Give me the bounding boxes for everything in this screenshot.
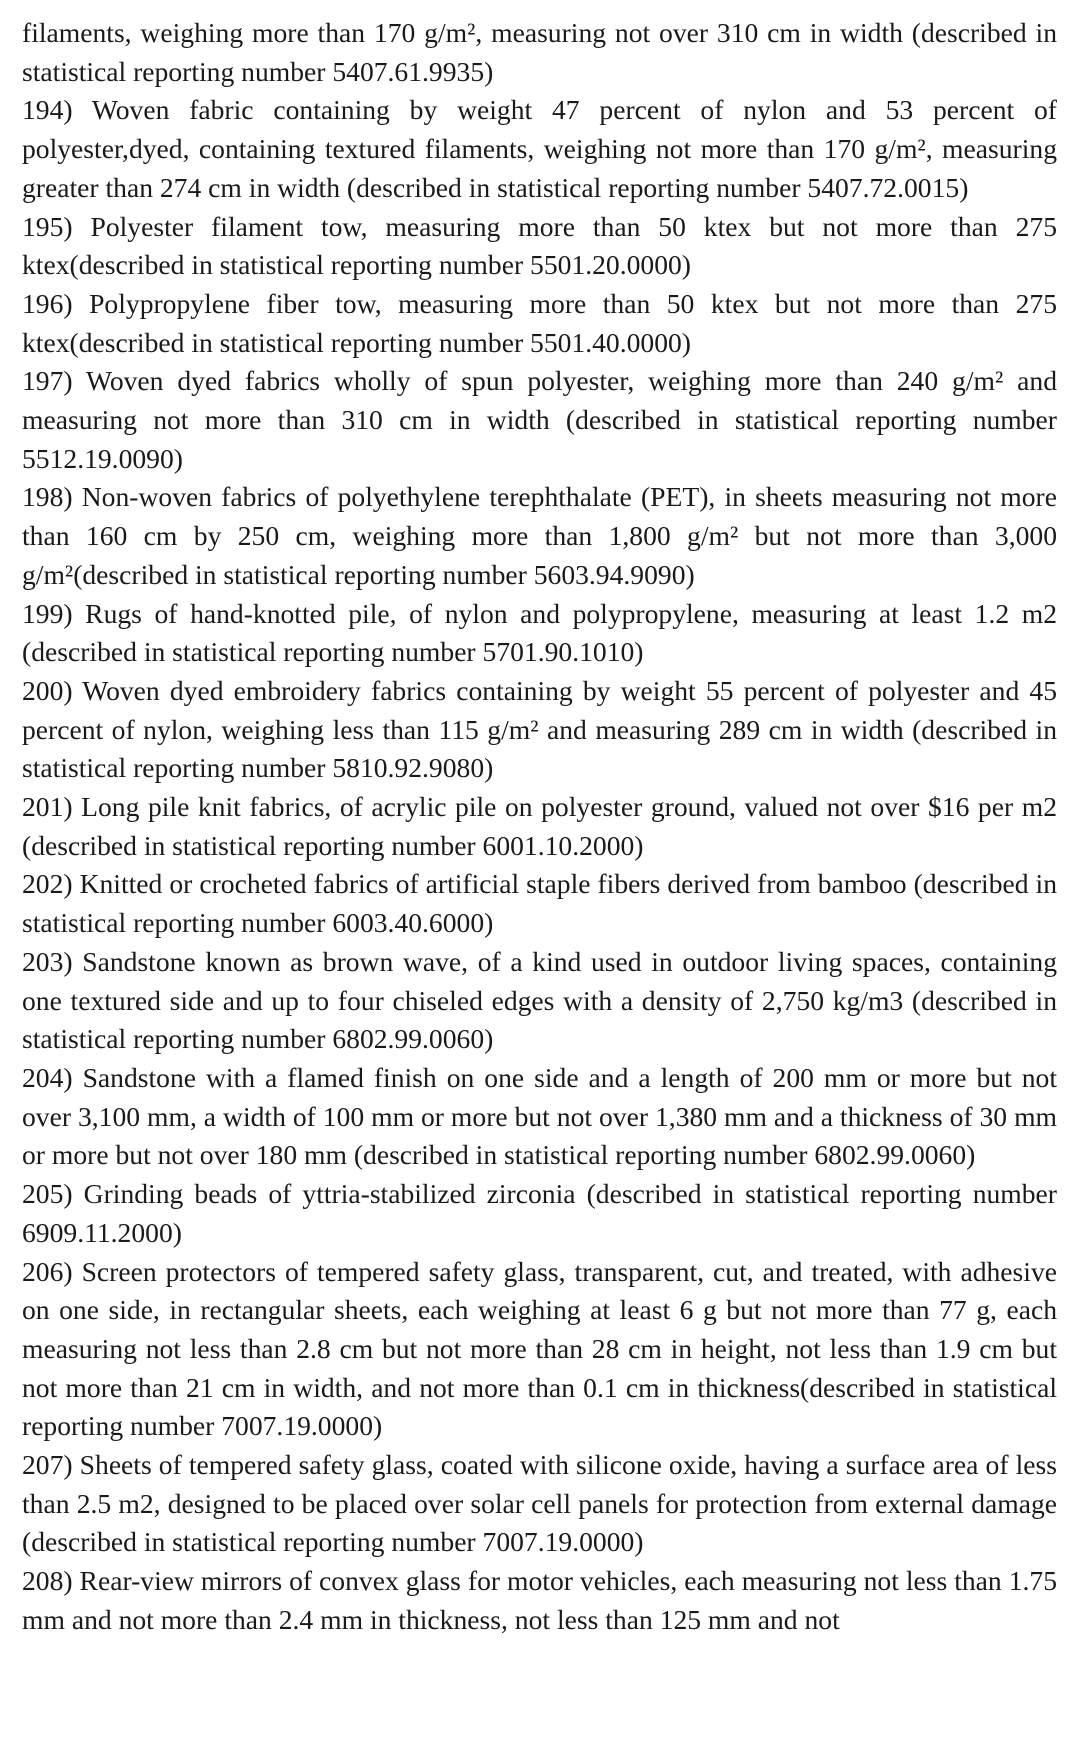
document-page [22,14,1057,1640]
paragraph-item-205: 205) Grinding beads of yttria-stabilized zirconia (described in statistical reporting number 6909.11.2000) [22,1178,1057,1248]
paragraph-item-207: 207) Sheets of tempered safety glass, coated with silicone oxide, having a surface area of less than 2.5 m2, designed to be placed over solar cell panels for protection from external damage (described in statistical reporting number 7007.19.0000) [22,1449,1057,1558]
paragraph-item-200: 200) Woven dyed embroidery fabrics containing by weight 55 percent of polyester and 45 percent of nylon, weighing less than 115 g/m² and measuring 289 cm in width (described in statistical reporting number 5810.92.9080) [22,674,1057,784]
paragraph-item-199: 199) Rugs of hand-knotted pile, of nylon and polypropylene, measuring at least 1.2 m2 (described in statistical reporting number 5701.90.1010) [22,597,1057,668]
paragraph-item-202: 202) Knitted or crocheted fabrics of artificial staple fibers derived from bamboo (described in statistical reporting number 6003.40.6000) [22,868,1057,939]
paragraph-item-197: 197) Woven dyed fabrics wholly of spun polyester, weighing more than 240 g/m² and measuring not more than 310 cm in width (described in statistical reporting number 5512.19.0090) [22,365,1057,474]
paragraph-item-203: 203) Sandstone known as brown wave, of a kind used in outdoor living spaces, containing one textured side and up to four chiseled edges with a density of 2,750 kg/m3 (described in statistical reporting number 6802.99.0060) [22,945,1057,1055]
paragraph-item-198: 198) Non-woven fabrics of polyethylene terephthalate (PET), in sheets measuring not more than 160 cm by 250 cm, weighing more than 1,800 g/m² but not more than 3,000 g/m²(described in statistical reporting number 5603.94.9090) [22,481,1057,590]
paragraph-item-194: 194) Woven fabric containing by weight 47 percent of nylon and 53 percent of polyester,dyed, containing textured filaments, weighing not more than 170 g/m², measuring greater than 274 cm in width (described in statistical reporting number 5407.72.0015) [22,94,1057,203]
paragraph-item-204: 204) Sandstone with a flamed finish on one side and a length of 200 mm or more but not over 3,100 mm, a width of 100 mm or more but not over 1,380 mm and a thickness of 30 mm or more but not over 180 mm (described in statistical reporting number 6802.99.0060) [22,1061,1057,1171]
paragraph-continuation: filaments, weighing more than 170 g/m², measuring not over 310 cm in width (described in statistical reporting number 5407.61.9935) [22,17,1057,87]
paragraph-item-195: 195) Polyester filament tow, measuring more than 50 ktex but not more than 275 ktex(described in statistical reporting number 5501.20.0000) [22,210,1057,281]
paragraph-item-206: 206) Screen protectors of tempered safety glass, transparent, cut, and treated, with adhesive on one side, in rectangular sheets, each weighing at least 6 g but not more than 77 g, each measuring not less than 2.8 cm but not more than 28 cm in height, not less than 1.9 cm but not more than 21 cm in width, and not more than 0.1 cm in thickness(described in statistical reporting number 7007.19.0000) [22,1255,1057,1442]
paragraph-item-208: 208) Rear-view mirrors of convex glass for motor vehicles, each measuring not less than 1.75 mm and not more than 2.4 mm in thickness, not less than 125 mm and not [22,1565,1057,1635]
paragraph-item-196: 196) Polypropylene fiber tow, measuring more than 50 ktex but not more than 275 ktex(described in statistical reporting number 5501.40.0000) [22,287,1057,358]
paragraph-item-201: 201) Long pile knit fabrics, of acrylic pile on polyester ground, valued not over $16 per m2 (described in statistical reporting number 6001.10.2000) [22,791,1057,861]
